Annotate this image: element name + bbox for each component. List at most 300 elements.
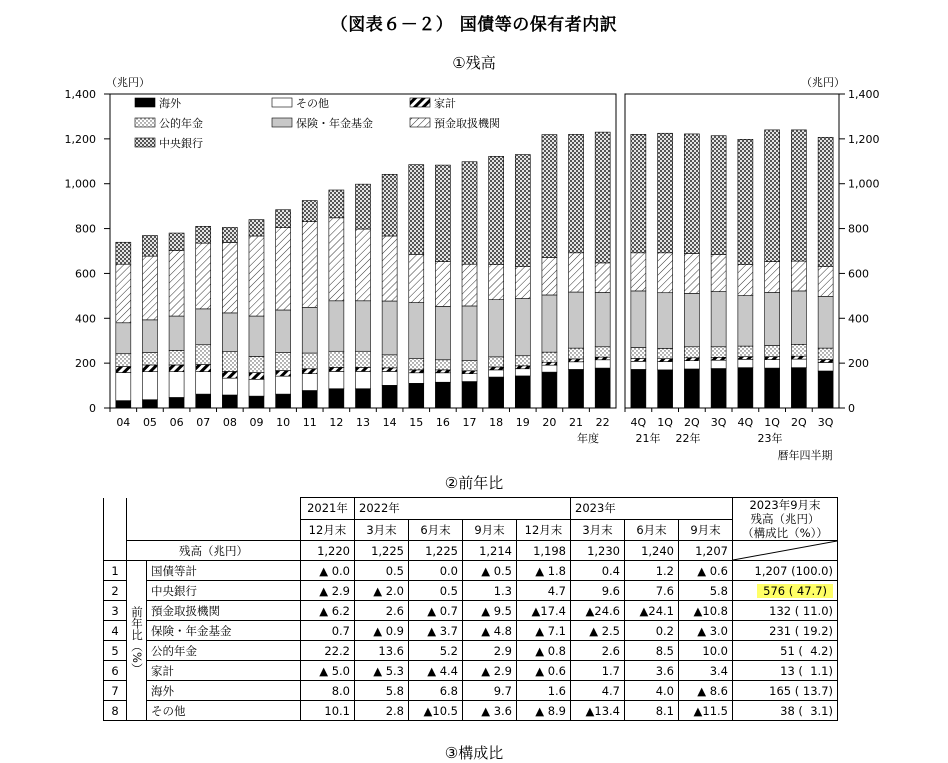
yoy-value: 1.7 — [571, 661, 625, 681]
bar-segment — [169, 397, 184, 408]
yoy-value: 1.2 — [625, 561, 679, 581]
bar-segment — [658, 362, 673, 370]
bar-segment — [542, 135, 557, 258]
x-tick-label: 3Q — [710, 416, 727, 429]
col-label: 12月末 — [517, 519, 571, 541]
bar-segment — [169, 350, 184, 365]
yoy-value: 0.2 — [625, 621, 679, 641]
bar-segment — [302, 353, 317, 369]
bar-segment — [462, 374, 477, 382]
yoy-value: ▲ 0.7 — [409, 601, 463, 621]
bar-segment — [684, 361, 699, 369]
y-tick-label: 1,200 — [848, 132, 880, 146]
balance-composition: 38 ( 3.1) — [733, 701, 838, 721]
x-tick-label: 13 — [356, 416, 370, 429]
bar-segment — [595, 347, 610, 357]
bar-segment — [329, 367, 344, 371]
bar-segment — [684, 358, 699, 361]
bar-segment — [462, 361, 477, 371]
row-number: 8 — [104, 701, 127, 721]
yoy-table — [103, 497, 838, 721]
balance-value: 1,207 — [679, 541, 733, 561]
x-tick-label: 2Q — [684, 416, 700, 429]
bar-segment — [276, 371, 291, 377]
yoy-value: ▲ 2.5 — [571, 621, 625, 641]
y-tick-label: 0 — [848, 402, 855, 415]
last-col-header — [733, 498, 838, 541]
bar-segment — [249, 236, 264, 316]
x-tick-label: 2Q — [791, 416, 807, 429]
y-tick-label: 600 — [75, 267, 96, 281]
yoy-value: ▲11.5 — [679, 701, 733, 721]
plot-frame — [625, 94, 839, 408]
x-year-label: 22年 — [675, 432, 701, 445]
y-tick-label: 800 — [848, 222, 869, 236]
yoy-value: ▲ 0.6 — [517, 661, 571, 681]
legend-label: 預金取扱機関 — [434, 117, 500, 130]
yoy-value: 22.2 — [301, 641, 355, 661]
table-row — [104, 601, 838, 621]
x-tick-label: 08 — [222, 416, 237, 429]
bar-segment — [515, 267, 530, 299]
yoy-value: ▲ 5.0 — [301, 661, 355, 681]
yoy-value: 2.6 — [355, 601, 409, 621]
y-tick-label: 1,000 — [64, 177, 96, 191]
bar-segment — [711, 369, 726, 408]
bar-segment — [196, 372, 211, 394]
bar-segment — [569, 362, 584, 370]
bar-segment — [631, 358, 646, 361]
x-tick-label: 07 — [196, 416, 211, 429]
bar-segment — [142, 372, 157, 400]
yoy-value: ▲ 0.9 — [355, 621, 409, 641]
yoy-value: 3.4 — [679, 661, 733, 681]
bar-segment — [738, 265, 753, 296]
bar-segment — [276, 228, 291, 310]
bar-segment — [142, 365, 157, 372]
bar-segment — [765, 360, 780, 369]
row-number: 1 — [104, 561, 127, 581]
legend-swatch — [410, 98, 430, 107]
bar-segment — [542, 295, 557, 352]
bar-segment — [435, 165, 450, 261]
bar-segment — [196, 364, 211, 371]
legend-label: 公的年金 — [159, 117, 203, 130]
yoy-value: 0.5 — [409, 581, 463, 601]
bar-segment — [222, 227, 237, 242]
row-number: 4 — [104, 621, 127, 641]
last-col-header-line: （構成比（%）） — [742, 526, 828, 540]
col-label: 6月末 — [409, 519, 463, 541]
yoy-value: 7.6 — [625, 581, 679, 601]
bar-segment — [791, 291, 806, 344]
side-label-text: 前年比（%） — [130, 606, 144, 675]
table-row — [104, 561, 838, 581]
bar-segment — [435, 262, 450, 307]
bar-segment — [489, 156, 504, 264]
bar-segment — [658, 359, 673, 362]
legend-swatch — [135, 118, 155, 127]
bar-segment — [116, 242, 131, 264]
legend-label: 中央銀行 — [159, 137, 203, 150]
yoy-value: 4.0 — [625, 681, 679, 701]
x-tick-label: 10 — [276, 416, 291, 429]
yoy-value: ▲24.6 — [571, 601, 625, 621]
bar-segment — [569, 134, 584, 252]
bar-segment — [738, 346, 753, 357]
y-tick-label: 0 — [89, 402, 96, 415]
bar-segment — [222, 371, 237, 378]
balance-composition: 165 ( 13.7) — [733, 681, 838, 701]
yoy-value: ▲ 5.3 — [355, 661, 409, 681]
balance-value: 1,220 — [301, 541, 355, 561]
bar-segment — [169, 365, 184, 372]
bar-segment — [329, 218, 344, 301]
table-cell — [104, 541, 127, 561]
yoy-value: 0.4 — [571, 561, 625, 581]
bar-segment — [489, 370, 504, 377]
x-tick-label: 16 — [435, 416, 450, 429]
bar-segment — [169, 251, 184, 316]
bar-segment — [569, 359, 584, 362]
y-tick-label: 800 — [75, 222, 96, 236]
bar-segment — [329, 389, 344, 408]
bar-segment — [791, 261, 806, 291]
bar-segment — [196, 309, 211, 345]
bar-segment — [222, 378, 237, 395]
bar-segment — [818, 267, 833, 297]
col-label: 3月末 — [355, 519, 409, 541]
bar-segment — [765, 262, 780, 293]
balance-value: 1,225 — [355, 541, 409, 561]
x-tick-label: 4Q — [737, 416, 754, 429]
yoy-value: ▲ 0.6 — [679, 561, 733, 581]
bar-segment — [489, 265, 504, 300]
x-tick-label: 12 — [329, 416, 344, 429]
bar-segment — [382, 301, 397, 355]
balance-value: 1,230 — [571, 541, 625, 561]
bar-segment — [196, 226, 211, 243]
bar-segment — [249, 220, 264, 236]
side-label — [127, 561, 147, 721]
yoy-value: 8.5 — [625, 641, 679, 661]
yoy-value: ▲17.4 — [517, 601, 571, 621]
bar-segment — [684, 134, 699, 254]
bar-segment — [116, 264, 131, 323]
col-label: 9月末 — [679, 519, 733, 541]
balance-chart — [0, 70, 948, 470]
x-tick-label: 14 — [382, 416, 397, 429]
table-row — [104, 681, 838, 701]
col-label: 9月末 — [463, 519, 517, 541]
bar-segment — [542, 372, 557, 408]
yoy-value: ▲ 8.9 — [517, 701, 571, 721]
bar-segment — [276, 210, 291, 228]
bar-segment — [409, 370, 424, 373]
bar-segment — [818, 371, 833, 408]
bar-segment — [116, 401, 131, 408]
balance-label: 残高（兆円） — [127, 541, 301, 561]
bar-segment — [409, 359, 424, 370]
bar-segment — [409, 383, 424, 408]
bar-segment — [356, 351, 371, 367]
yoy-value: 13.6 — [355, 641, 409, 661]
bar-segment — [196, 345, 211, 365]
row-number: 5 — [104, 641, 127, 661]
bar-segment — [276, 310, 291, 353]
yoy-value: ▲ 0.8 — [517, 641, 571, 661]
legend-swatch — [135, 98, 155, 107]
bar-segment — [356, 367, 371, 371]
bar-segment — [542, 258, 557, 295]
bar-segment — [569, 253, 584, 292]
bar-segment — [818, 362, 833, 371]
yoy-value: ▲ 2.9 — [463, 661, 517, 681]
x-tick-label: 06 — [169, 416, 184, 429]
yoy-value: ▲ 3.7 — [409, 621, 463, 641]
bar-segment — [116, 354, 131, 367]
bar-segment — [196, 243, 211, 309]
bar-segment — [569, 292, 584, 348]
bar-segment — [765, 292, 780, 345]
row-name: 公的年金 — [147, 641, 301, 661]
row-number: 6 — [104, 661, 127, 681]
bar-segment — [595, 368, 610, 408]
section-title-balance: ①残高 — [452, 54, 496, 72]
bar-segment — [356, 371, 371, 388]
bar-segment — [818, 296, 833, 348]
bar-segment — [569, 348, 584, 359]
x-tick-label: 09 — [249, 416, 264, 429]
bar-segment — [658, 370, 673, 408]
bar-segment — [515, 155, 530, 267]
x-tick-label: 04 — [116, 416, 131, 429]
x-year-label: 23年 — [757, 432, 783, 445]
balance-value: 1,198 — [517, 541, 571, 561]
bar-segment — [329, 301, 344, 351]
table-row-balance — [104, 541, 838, 561]
col-label: 12月末 — [301, 519, 355, 541]
diagonal-cell — [733, 541, 838, 561]
bar-segment — [435, 373, 450, 382]
bar-segment — [222, 242, 237, 312]
yoy-value: 8.0 — [301, 681, 355, 701]
x-tick-label: 11 — [302, 416, 317, 429]
legend-label: 保険・年金基金 — [296, 117, 373, 130]
yoy-value: 4.7 — [571, 681, 625, 701]
bar-segment — [302, 222, 317, 308]
year-header-2023: 2023年 — [571, 498, 733, 520]
bar-segment — [658, 348, 673, 358]
bar-segment — [382, 385, 397, 408]
legend-label: 海外 — [159, 97, 181, 110]
x-tick-label: 18 — [489, 416, 504, 429]
bar-segment — [791, 368, 806, 408]
legend-label: その他 — [296, 97, 329, 110]
bar-segment — [169, 372, 184, 398]
table-row — [104, 701, 838, 721]
balance-composition — [733, 581, 838, 601]
bar-segment — [249, 356, 264, 372]
bar-segment — [382, 355, 397, 368]
legend-swatch — [135, 138, 155, 147]
bar-segment — [196, 394, 211, 408]
bar-segment — [515, 299, 530, 356]
x-axis-note: 暦年四半期 — [777, 449, 833, 462]
bar-segment — [276, 376, 291, 394]
bar-segment — [142, 256, 157, 320]
bar-segment — [462, 382, 477, 408]
bar-segment — [631, 361, 646, 369]
row-name: 保険・年金基金 — [147, 621, 301, 641]
x-tick-label: 19 — [515, 416, 530, 429]
yoy-value: 6.8 — [409, 681, 463, 701]
bar-segment — [515, 376, 530, 408]
bar-segment — [738, 139, 753, 264]
bar-segment — [595, 263, 610, 293]
bar-segment — [791, 359, 806, 368]
year-header-2022: 2022年 — [355, 498, 571, 520]
bar-segment — [658, 253, 673, 293]
x-axis-note: 年度 — [577, 432, 599, 445]
bar-segment — [684, 347, 699, 358]
table-row — [104, 621, 838, 641]
bar-segment — [515, 366, 530, 369]
yoy-value: 5.8 — [679, 581, 733, 601]
yoy-value: ▲ 2.0 — [355, 581, 409, 601]
bar-segment — [791, 344, 806, 356]
bar-segment — [738, 357, 753, 360]
section-title-composition: ③構成比 — [444, 744, 504, 762]
bar-segment — [711, 292, 726, 347]
bar-segment — [542, 362, 557, 365]
yoy-value: 0.5 — [355, 561, 409, 581]
bar-segment — [435, 382, 450, 408]
bar-segment — [631, 347, 646, 358]
yoy-value: ▲ 1.8 — [517, 561, 571, 581]
bar-segment — [302, 374, 317, 391]
x-tick-label: 4Q — [630, 416, 647, 429]
bar-segment — [765, 130, 780, 262]
yoy-value: ▲10.8 — [679, 601, 733, 621]
bar-segment — [738, 359, 753, 367]
unit-label-left: （兆円） — [106, 76, 150, 89]
bar-segment — [302, 369, 317, 374]
y-tick-label: 1,000 — [848, 177, 880, 191]
bar-segment — [222, 352, 237, 372]
y-tick-label: 200 — [848, 357, 869, 371]
bar-segment — [142, 320, 157, 353]
bar-segment — [249, 379, 264, 396]
bar-segment — [409, 373, 424, 384]
bar-segment — [276, 394, 291, 408]
year-header-2021: 2021年 — [301, 498, 355, 520]
y-tick-label: 400 — [75, 312, 96, 326]
x-tick-label: 1Q — [657, 416, 673, 429]
bar-segment — [489, 357, 504, 367]
bar-segment — [435, 360, 450, 370]
yoy-value: 10.0 — [679, 641, 733, 661]
col-label: 3月末 — [571, 519, 625, 541]
row-name: 預金取扱機関 — [147, 601, 301, 621]
bar-segment — [169, 316, 184, 350]
bar-segment — [658, 133, 673, 253]
row-name: 中央銀行 — [147, 581, 301, 601]
bar-segment — [435, 306, 450, 359]
bar-segment — [765, 345, 780, 356]
bar-segment — [222, 395, 237, 408]
bar-segment — [515, 369, 530, 376]
legend-swatch — [410, 118, 430, 127]
x-tick-label: 15 — [409, 416, 424, 429]
bar-segment — [356, 184, 371, 229]
bar-segment — [382, 174, 397, 236]
yoy-value: ▲10.5 — [409, 701, 463, 721]
table-corner — [104, 498, 127, 541]
bar-segment — [711, 255, 726, 292]
bar-segment — [249, 316, 264, 356]
bar-segment — [595, 132, 610, 263]
page-title: （図表６－２） 国債等の保有者内訳 — [330, 15, 618, 35]
yoy-value: ▲ 0.5 — [463, 561, 517, 581]
x-year-label: 21年 — [635, 432, 661, 445]
bar-segment — [711, 347, 726, 358]
legend-label: 家計 — [434, 97, 456, 110]
yoy-value: 1.3 — [463, 581, 517, 601]
bar-segment — [684, 293, 699, 346]
balance-composition: 231 ( 19.2) — [733, 621, 838, 641]
bar-segment — [142, 353, 157, 365]
yoy-value: ▲24.1 — [625, 601, 679, 621]
yoy-value: ▲ 6.2 — [301, 601, 355, 621]
bar-segment — [765, 368, 780, 408]
yoy-value: ▲ 4.4 — [409, 661, 463, 681]
bar-segment — [116, 373, 131, 401]
unit-label-right: （兆円） — [801, 76, 845, 89]
bar-segment — [489, 377, 504, 408]
bar-segment — [382, 371, 397, 385]
row-number: 3 — [104, 601, 127, 621]
diagonal-line — [733, 541, 837, 560]
row-name: 家計 — [147, 661, 301, 681]
row-number: 2 — [104, 581, 127, 601]
bar-segment — [462, 371, 477, 374]
x-tick-label: 17 — [462, 416, 477, 429]
bar-segment — [489, 300, 504, 357]
yoy-value: 4.7 — [517, 581, 571, 601]
y-tick-label: 400 — [848, 312, 869, 326]
row-name: その他 — [147, 701, 301, 721]
yoy-value: 5.8 — [355, 681, 409, 701]
yoy-value: ▲ 4.8 — [463, 621, 517, 641]
y-tick-label: 1,200 — [64, 132, 96, 146]
yoy-value: 0.0 — [409, 561, 463, 581]
bar-segment — [356, 229, 371, 301]
row-name: 国債等計 — [147, 561, 301, 581]
bar-segment — [631, 134, 646, 252]
yoy-value: ▲ 9.5 — [463, 601, 517, 621]
highlight-mark: 576 ( 47.7) — [757, 584, 833, 598]
x-tick-label: 20 — [542, 416, 557, 429]
yoy-value: 2.8 — [355, 701, 409, 721]
balance-composition: 13 ( 1.1) — [733, 661, 838, 681]
balance-value: 1,214 — [463, 541, 517, 561]
x-tick-label: 05 — [142, 416, 157, 429]
y-tick-label: 200 — [75, 357, 96, 371]
bar-segment — [658, 293, 673, 349]
bar-segment — [684, 369, 699, 408]
bar-segment — [329, 351, 344, 367]
